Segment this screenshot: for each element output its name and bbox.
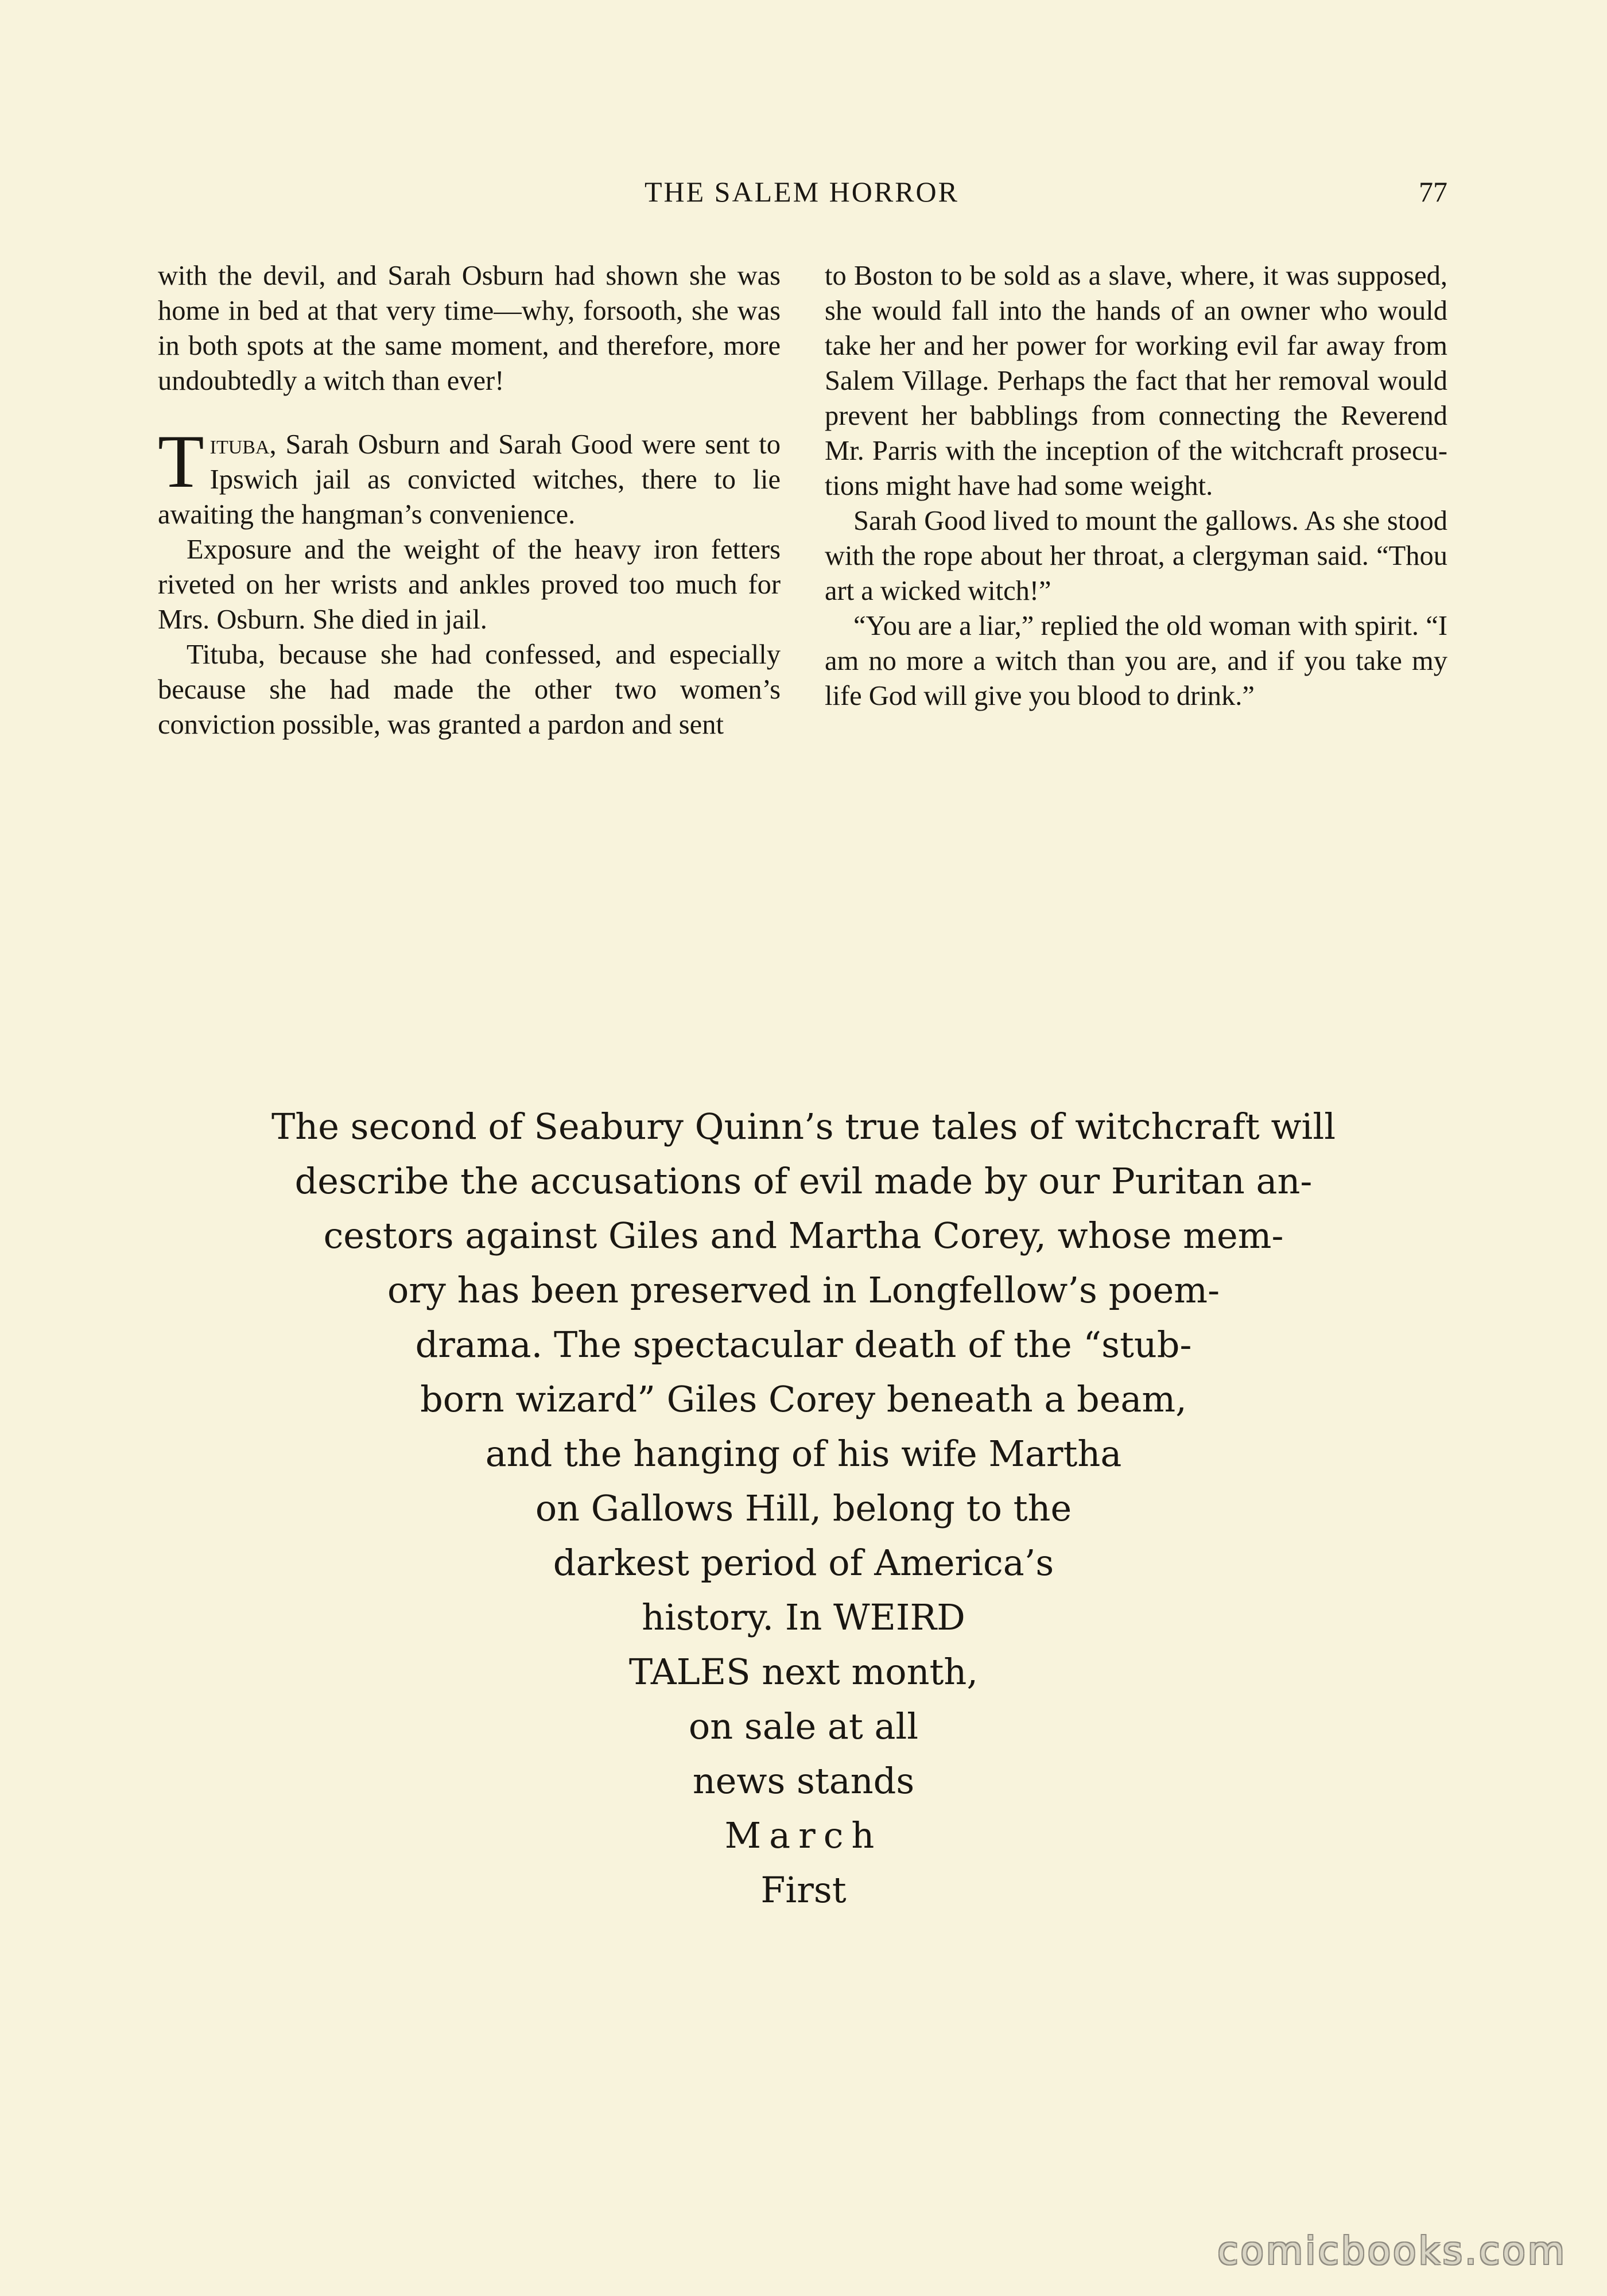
promo-line: drama. The spectacular death of the “stub- — [415, 1324, 1192, 1366]
watermark: comicbooks.com — [1217, 2229, 1567, 2273]
promo-line: on Gallows Hill, belong to the — [535, 1487, 1072, 1529]
left-paragraph-1: with the devil, and Sarah Osburn had shown she was home in bed at that very time—why, forsooth, she was in both spots at the same moment, and therefore, more undoubtedly a witch than ever! — [158, 261, 781, 396]
promo-line: March — [724, 1814, 883, 1856]
promo-line: news stands — [692, 1760, 915, 1802]
running-head: THE SALEM HORROR — [644, 176, 960, 208]
promo-line: on sale at all — [688, 1705, 919, 1747]
drop-cap: T — [158, 419, 204, 503]
promo-line: born wizard” Giles Corey beneath a beam, — [420, 1378, 1187, 1420]
promo-line: ory has been preserved in Longfellow’s poem- — [387, 1269, 1220, 1311]
right-paragraph-3: “You are a liar,” replied the old woman with spirit. “I am no more a witch than you are, and if you take my life God will give you blood to drink.” — [825, 611, 1447, 711]
page-number: 77 — [1419, 176, 1447, 208]
promo-line: history. In WEIRD — [642, 1596, 965, 1638]
promo-line: The second of Seabury Quinn’s true tales of witchcraft will — [271, 1106, 1336, 1147]
promo-line: describe the accusations of evil made by our Puritan an- — [294, 1160, 1313, 1202]
right-paragraph-1: to Boston to be sold as a slave, where, it was supposed, she would fall into the hands of an owner who would take her and her power for working evil far away from Salem Village. Perhaps the fact that her removal would prevent her babblings from connecting the Reverend Mr. Parris with the inception of the witchcraft prosecutions might have had some weight. — [825, 261, 1447, 501]
right-paragraph-2: Sarah Good lived to mount the gallows. As she stood with the rope about her throat, a clergyman said. “Thou art a wicked witch!” — [825, 506, 1447, 606]
left-paragraph-2-text: Sarah Osburn and Sarah Good were sent to Ipswich jail as convicted witches, there to lie awaiting the hangman’s convenience. — [158, 429, 781, 530]
promo-line: cestors against Giles and Martha Corey, whose mem- — [323, 1215, 1284, 1256]
promo-line: First — [760, 1869, 847, 1911]
left-paragraph-2 — [158, 419, 781, 532]
promo-line: TALES next month, — [628, 1651, 979, 1693]
promo-line: and the hanging of his wife Martha — [485, 1433, 1122, 1475]
next-issue-promo — [115, 1099, 1492, 1917]
promo-line: darkest period of America’s — [553, 1542, 1054, 1584]
left-column — [158, 258, 781, 742]
left-paragraph-3: Exposure and the weight of the heavy iron fetters riveted on her wrists and ankles proved too much for Mrs. Osburn. She died in jail. — [158, 534, 781, 635]
small-caps-lead: ituba, — [209, 429, 277, 460]
page-header — [156, 175, 1447, 215]
left-paragraph-4: Tituba, because she had confessed, and especially because she had made the other two women’s conviction possible, was granted a pardon and sent — [158, 639, 781, 740]
right-column — [825, 258, 1447, 713]
